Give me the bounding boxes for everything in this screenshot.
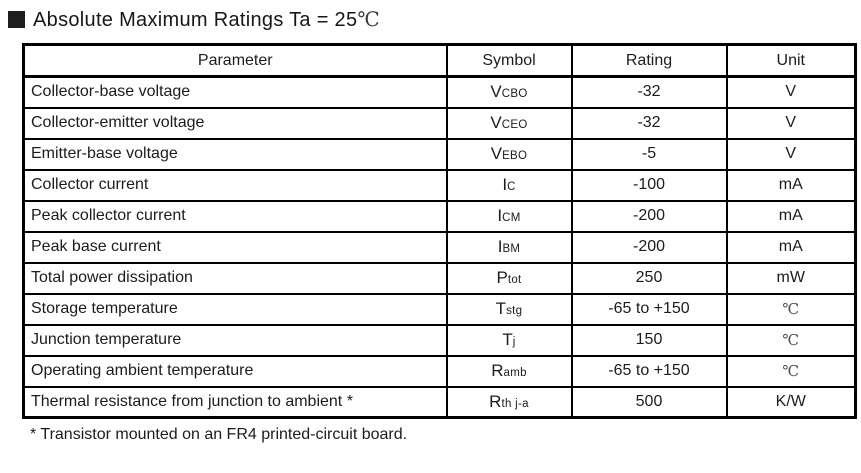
unit-cell: mA (727, 201, 856, 232)
symbol-subscript: EBO (502, 150, 528, 162)
symbol-cell (447, 139, 572, 170)
symbol-cell (447, 263, 572, 294)
section-title-row (0, 0, 861, 32)
symbol-subscript: C (507, 181, 516, 193)
unit-cell: mA (727, 170, 856, 201)
header-parameter: Parameter (24, 45, 447, 77)
unit-cell: ℃ (727, 356, 856, 387)
unit-cell: V (727, 139, 856, 170)
symbol-cell (447, 108, 572, 139)
parameter-cell: Thermal resistance from junction to ambient * (24, 387, 447, 418)
parameter-cell: Emitter-base voltage (24, 139, 447, 170)
symbol-cell (447, 325, 572, 356)
table-row (24, 201, 856, 232)
unit-cell: K/W (727, 387, 856, 418)
section-bullet-icon (8, 11, 25, 28)
unit-cell: V (727, 77, 856, 108)
unit-cell: ℃ (727, 325, 856, 356)
table-row (24, 139, 856, 170)
rating-cell: 500 (572, 387, 727, 418)
table-row (24, 232, 856, 263)
table-row (24, 325, 856, 356)
table-row (24, 77, 856, 108)
table-row (24, 294, 856, 325)
rating-cell: -32 (572, 77, 727, 108)
symbol-base: V (490, 82, 502, 102)
rating-cell: -65 to +150 (572, 356, 727, 387)
unit-cell: mA (727, 232, 856, 263)
symbol-subscript: CM (502, 212, 521, 224)
header-symbol: Symbol (447, 45, 572, 77)
parameter-cell: Total power dissipation (24, 263, 447, 294)
parameter-cell: Operating ambient temperature (24, 356, 447, 387)
symbol-base: I (497, 206, 503, 225)
parameter-cell: Junction temperature (24, 325, 447, 356)
symbol-base: V (490, 144, 503, 163)
symbol-cell (447, 294, 572, 325)
table-row (24, 263, 856, 294)
symbol-subscript: tot (507, 274, 522, 286)
symbol-subscript: th j-a (501, 397, 529, 410)
symbol-subscript: amb (503, 367, 527, 379)
symbol-cell (447, 77, 572, 108)
table-row (24, 356, 856, 387)
parameter-cell: Storage temperature (24, 294, 447, 325)
rating-cell: -200 (572, 201, 727, 232)
header-rating: Rating (572, 45, 727, 77)
symbol-subscript: BM (502, 243, 521, 255)
table-header-row (24, 45, 856, 77)
page-title-text: Absolute Maximum Ratings Ta = 25 (33, 9, 358, 31)
symbol-cell (447, 201, 572, 232)
parameter-cell: Peak collector current (24, 201, 447, 232)
unit-cell: V (727, 108, 856, 139)
parameter-cell: Collector-base voltage (24, 77, 447, 108)
symbol-subscript: CBO (501, 88, 528, 101)
symbol-base: R (491, 361, 504, 380)
symbol-subscript: j (512, 336, 516, 348)
symbol-base: R (489, 391, 502, 411)
rating-cell: -32 (572, 108, 727, 139)
symbol-base: T (495, 299, 507, 318)
unit-cell: ℃ (727, 294, 856, 325)
table-row (24, 108, 856, 139)
symbol-cell (447, 387, 572, 418)
page-title (33, 7, 380, 32)
rating-cell: 150 (572, 325, 727, 356)
symbol-base: T (502, 330, 513, 349)
symbol-cell (447, 170, 572, 201)
symbol-base: I (502, 175, 508, 194)
symbol-cell (447, 232, 572, 263)
parameter-cell: Collector-emitter voltage (24, 108, 447, 139)
rating-cell: -100 (572, 170, 727, 201)
symbol-cell (447, 356, 572, 387)
footnote: * Transistor mounted on an FR4 printed-circuit board. (30, 426, 408, 443)
degree-celsius-symbol: ℃ (357, 7, 381, 31)
parameter-cell: Peak base current (24, 232, 447, 263)
unit-cell: mW (727, 263, 856, 294)
table-row (24, 170, 856, 201)
absolute-maximum-ratings-table (22, 43, 857, 419)
rating-cell: 250 (572, 263, 727, 294)
rating-cell: -65 to +150 (572, 294, 727, 325)
rating-cell: -200 (572, 232, 727, 263)
symbol-base: V (490, 113, 502, 132)
rating-cell: -5 (572, 139, 727, 170)
symbol-base: I (497, 237, 503, 256)
header-unit: Unit (727, 45, 856, 77)
table-row (24, 387, 856, 418)
symbol-subscript: stg (506, 305, 523, 317)
symbol-base: P (496, 268, 508, 287)
parameter-cell: Collector current (24, 170, 447, 201)
symbol-subscript: CEO (501, 119, 528, 131)
